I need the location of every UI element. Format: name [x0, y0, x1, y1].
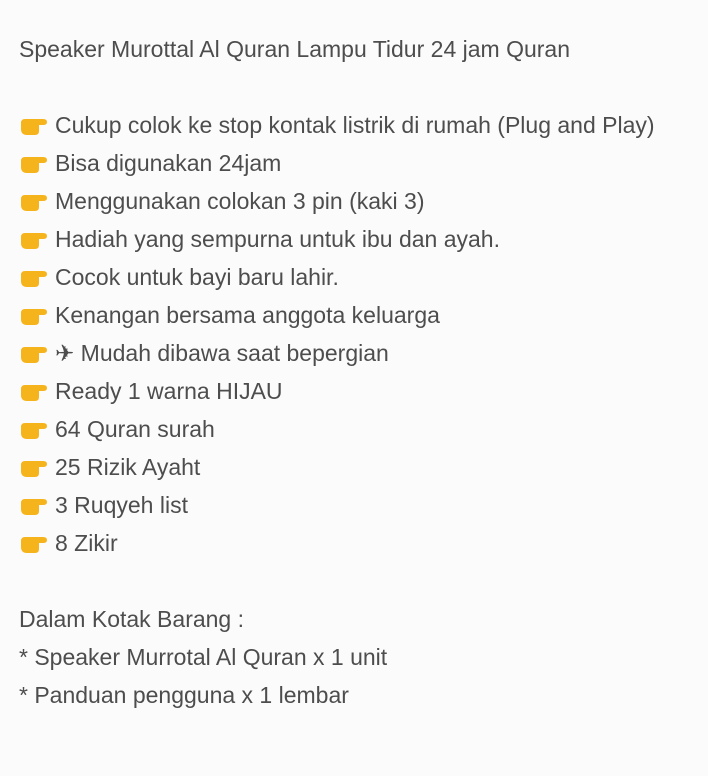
pointing-hand-icon	[19, 455, 55, 479]
feature-text: 3 Ruqyeh list	[55, 492, 188, 518]
feature-text: Cocok untuk bayi baru lahir.	[55, 264, 339, 290]
feature-item	[19, 448, 689, 486]
feature-text: Kenangan bersama anggota keluarga	[55, 302, 440, 328]
feature-list	[19, 106, 689, 562]
pointing-hand-icon	[19, 151, 55, 175]
feature-text: 64 Quran surah	[55, 416, 215, 442]
pointing-hand-icon	[19, 341, 55, 365]
pointing-hand-icon	[19, 379, 55, 403]
feature-item	[19, 144, 689, 182]
feature-text: ✈ Mudah dibawa saat bepergian	[55, 340, 389, 366]
feature-text: Hadiah yang sempurna untuk ibu dan ayah.	[55, 226, 500, 252]
product-description	[19, 30, 689, 714]
feature-text: Menggunakan colokan 3 pin (kaki 3)	[55, 188, 425, 214]
feature-text: Cukup colok ke stop kontak listrik di rumah (Plug and Play)	[55, 112, 655, 138]
pointing-hand-icon	[19, 417, 55, 441]
box-contents-item: * Speaker Murrotal Al Quran x 1 unit	[19, 644, 388, 670]
product-title: Speaker Murottal Al Quran Lampu Tidur 24 jam Quran	[19, 36, 571, 62]
spacer	[19, 562, 689, 600]
pointing-hand-icon	[19, 493, 55, 517]
feature-item	[19, 334, 689, 372]
pointing-hand-icon	[19, 265, 55, 289]
box-contents-list	[19, 638, 689, 714]
feature-item	[19, 524, 689, 562]
pointing-hand-icon	[19, 113, 55, 137]
pointing-hand-icon	[19, 227, 55, 251]
feature-item	[19, 258, 689, 296]
pointing-hand-icon	[19, 189, 55, 213]
feature-text: Bisa digunakan 24jam	[55, 150, 282, 176]
feature-item	[19, 182, 689, 220]
feature-item	[19, 106, 689, 144]
feature-text: 25 Rizik Ayaht	[55, 454, 201, 480]
box-contents-item: * Panduan pengguna x 1 lembar	[19, 682, 349, 708]
feature-item	[19, 220, 689, 258]
feature-item	[19, 486, 689, 524]
pointing-hand-icon	[19, 303, 55, 327]
pointing-hand-icon	[19, 531, 55, 555]
feature-text: Ready 1 warna HIJAU	[55, 378, 283, 404]
box-contents-heading: Dalam Kotak Barang :	[19, 606, 245, 632]
feature-item	[19, 410, 689, 448]
feature-item	[19, 372, 689, 410]
feature-item	[19, 296, 689, 334]
spacer	[19, 68, 689, 106]
feature-text: 8 Zikir	[55, 530, 118, 556]
